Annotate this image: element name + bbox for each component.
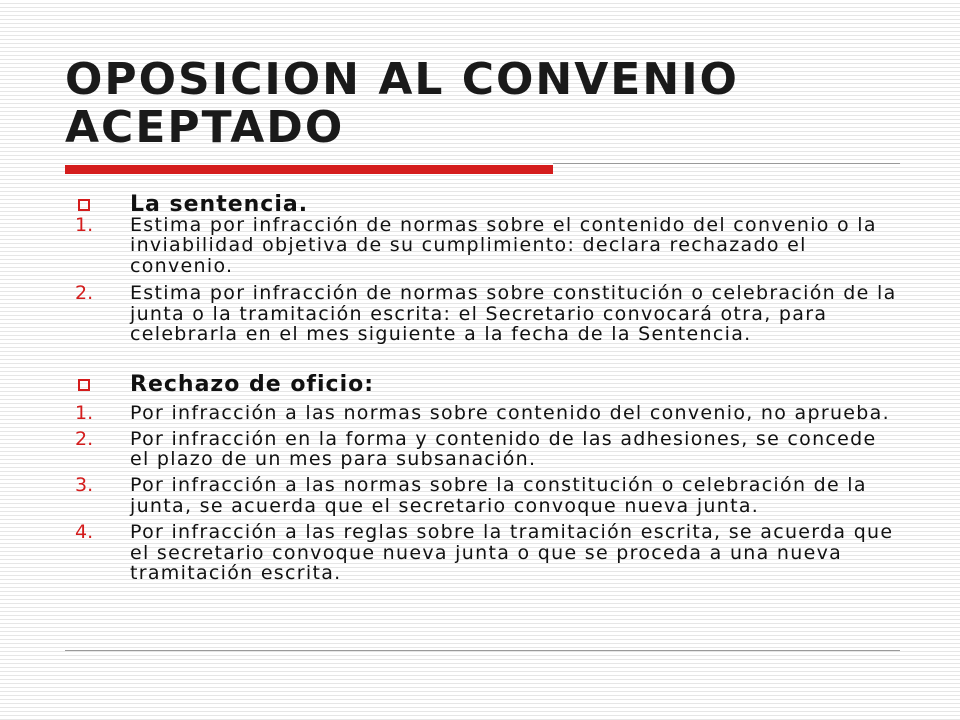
list-item bbox=[75, 215, 915, 277]
item-text bbox=[130, 403, 915, 424]
square-outline-icon bbox=[78, 379, 90, 391]
text-line: Por infracción en la forma y contenido de las adhesiones, se concede bbox=[130, 427, 877, 450]
item-text bbox=[130, 215, 915, 277]
section-heading-rechazo bbox=[78, 372, 878, 398]
item-number: 2. bbox=[75, 427, 94, 450]
numbered-list-rechazo bbox=[75, 403, 915, 584]
text-line: inviabilidad objetiva de su cumplimiento: declara rechazado el bbox=[130, 234, 807, 257]
text-line: Por infracción a las normas sobre contenido del convenio, no aprueba. bbox=[130, 401, 890, 424]
item-text bbox=[130, 475, 915, 516]
item-number: 1. bbox=[75, 401, 94, 424]
item-text bbox=[130, 522, 915, 584]
list-item bbox=[75, 429, 915, 470]
item-number: 3. bbox=[75, 474, 94, 497]
list-item bbox=[75, 522, 915, 584]
text-line: junta o la tramitación escrita: el Secretario convocará otra, para bbox=[130, 302, 828, 325]
text-line: el secretario convoque nueva junta o que se proceda a una nueva bbox=[130, 541, 843, 564]
numbered-list-sentencia bbox=[75, 215, 915, 346]
item-text bbox=[130, 283, 915, 345]
title-accent-bar bbox=[65, 165, 553, 174]
square-outline-icon bbox=[78, 199, 90, 211]
section-heading-label: La sentencia. bbox=[130, 192, 309, 217]
footer-divider-line bbox=[65, 650, 900, 651]
slide-title: OPOSICION AL CONVENIO ACEPTADO bbox=[65, 54, 739, 153]
text-line: convenio. bbox=[130, 254, 234, 277]
list-item bbox=[75, 475, 915, 516]
text-line: Estima por infracción de normas sobre el contenido del convenio o la bbox=[130, 213, 877, 236]
item-number: 1. bbox=[75, 213, 94, 236]
text-line: Estima por infracción de normas sobre constitución o celebración de la bbox=[130, 282, 897, 305]
item-number: 4. bbox=[75, 520, 94, 543]
text-line: Por infracción a las reglas sobre la tramitación escrita, se acuerda que bbox=[130, 520, 894, 543]
text-line: tramitación escrita. bbox=[130, 562, 342, 585]
title-divider-line bbox=[553, 163, 900, 164]
text-line: celebrarla en el mes siguiente a la fecha de la Sentencia. bbox=[130, 323, 752, 346]
section-heading-label: Rechazo de oficio: bbox=[130, 372, 375, 397]
text-line: junta, se acuerda que el secretario convoque nueva junta. bbox=[130, 494, 760, 517]
text-line: el plazo de un mes para subsanación. bbox=[130, 448, 537, 471]
text-line: Por infracción a las normas sobre la constitución o celebración de la bbox=[130, 474, 867, 497]
list-item bbox=[75, 283, 915, 345]
item-number: 2. bbox=[75, 282, 94, 305]
item-text bbox=[130, 429, 915, 470]
list-item bbox=[75, 403, 915, 424]
